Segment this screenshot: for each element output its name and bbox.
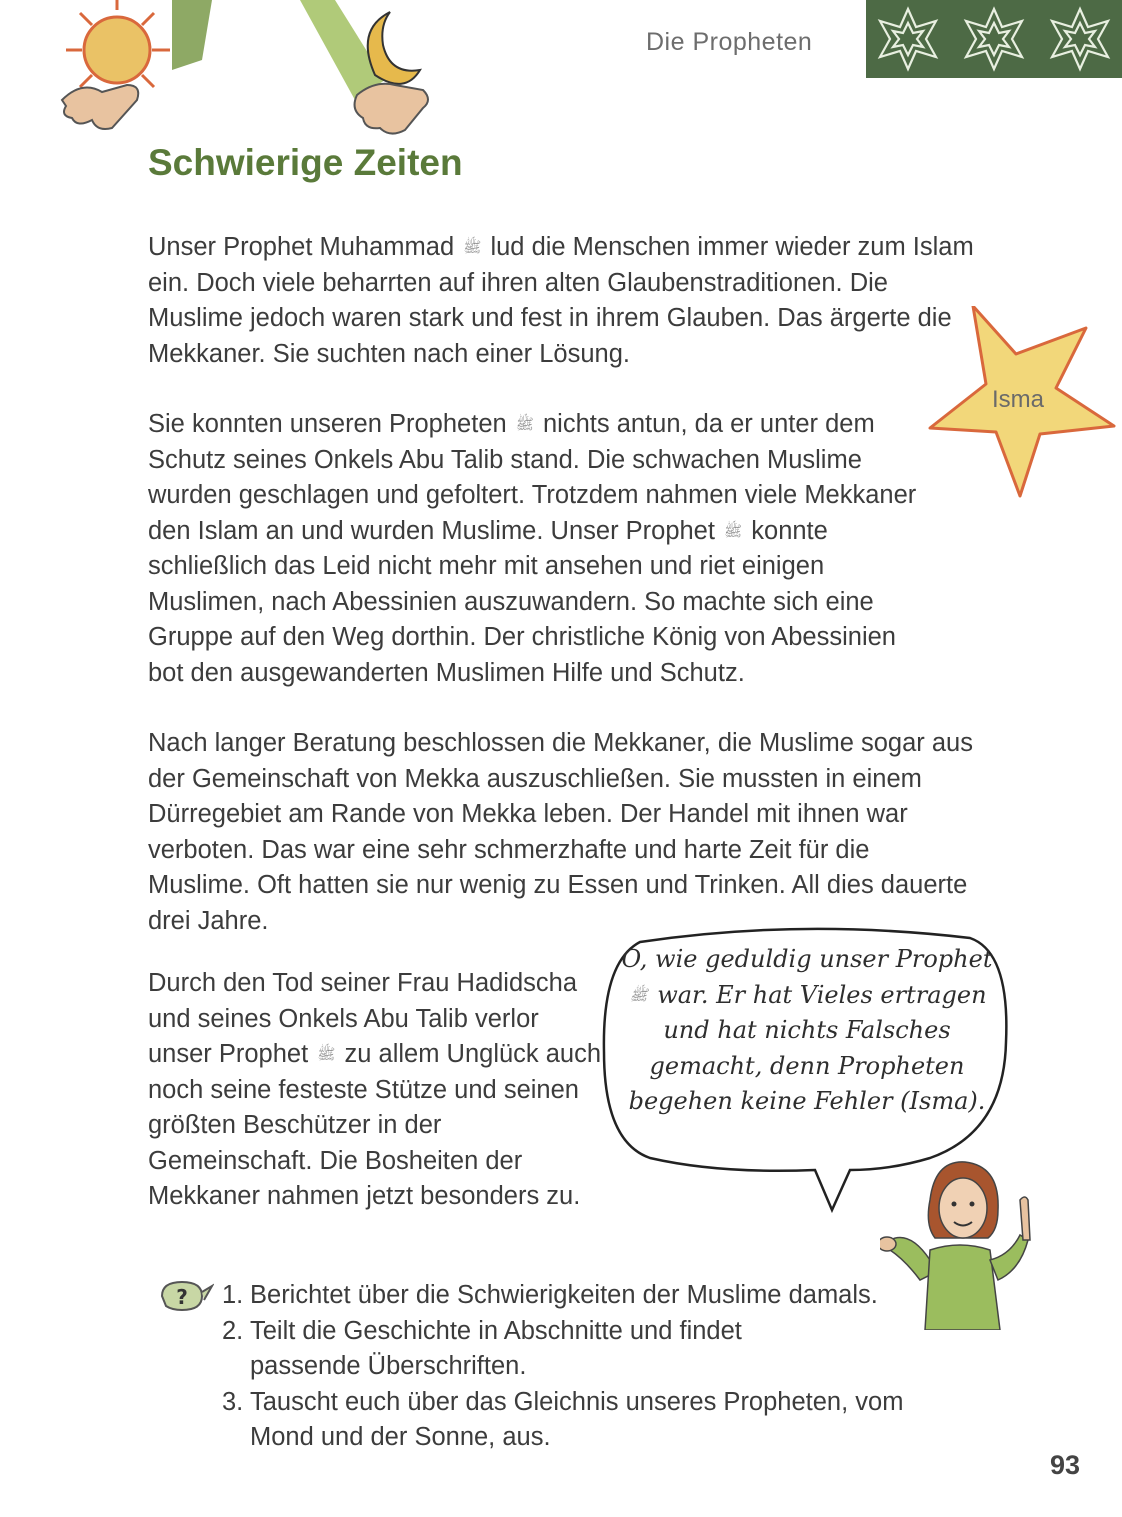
paragraph-text: Sie konnten unseren Propheten (148, 410, 507, 438)
task-item (222, 1314, 810, 1385)
blessing-symbol-icon: ﷺ (463, 239, 482, 256)
paragraph-boycott (148, 726, 978, 939)
task-text: Tauscht euch über das Gleichnis unseres Propheten, vom Mond und der Sonne, aus. (250, 1387, 904, 1451)
paragraph-text: Nach langer Beratung beschlossen die Mekkaner, die Muslime sogar aus der Gemeinschaft von Mekka auszuschließen. Sie mussten in einem Dürregebiet am Rande von Mekka leben. Der Handel mit ihnen war verboten. Das war eine sehr schmerzhafte und harte Zeit für die Muslime. Oft hatten sie nur wenig zu Essen und Trinken. All dies dauerte drei Jahre. (148, 729, 973, 935)
paragraph-persecution (148, 407, 938, 691)
task-item (222, 1385, 970, 1456)
task-item (222, 1278, 982, 1314)
star-pattern-banner (866, 0, 1122, 78)
paragraph-intro (148, 230, 978, 372)
speech-text: O, wie geduldig unser Prophet (621, 945, 993, 973)
question-bubble-icon (158, 1280, 214, 1314)
paragraph-text: Unser Prophet Muhammad (148, 233, 455, 261)
star-label: Isma (992, 386, 1045, 413)
blessing-symbol-icon: ﷺ (629, 985, 648, 1004)
task-list (222, 1278, 982, 1456)
paragraph-text: konnte schließlich das Leid nicht mehr mit ansehen und riet einigen Muslimen, nach Abessinien auszuwandern. So machte sich eine Gruppe auf den Weg dorthin. Der christliche König von Abessinien bot den ausgewanderten Muslimen Hilfe und Schutz. (148, 516, 896, 687)
paragraph-text: lud die Menschen immer wieder zum Islam ein. Doch viele beharrten auf ihren alten Glaubenstraditionen. Die Muslime jedoch waren stark und fest in ihrem Glauben. Das ärgerte die Mekkaner. Sie suchten nach einer Lösung. (148, 233, 974, 368)
blessing-symbol-icon: ﷺ (724, 522, 743, 540)
blessing-symbol-icon: ﷺ (515, 416, 534, 433)
task-number: 2. (222, 1316, 244, 1345)
blessing-symbol-icon: ﷺ (317, 1046, 336, 1063)
svg-text:?: ? (176, 1285, 188, 1309)
page-number: 93 (1050, 1450, 1081, 1480)
task-number: 3. (222, 1387, 244, 1416)
paragraph-text: nichts antun, da er unter dem Schutz seines Onkels Abu Talib stand. Die schwachen Muslime wurden geschlagen und gefoltert. Trotzdem nahmen viele Mekkaner den Islam an und wurden Muslime. Unser Prophet (148, 410, 917, 545)
speech-text: war. Er hat Vieles ertragen und hat nichts Falsches gemacht, denn Propheten begehen keine Fehler (Isma). (628, 980, 987, 1115)
sun-hand-icon (52, 0, 222, 140)
speech-bubble-text (612, 942, 1002, 1120)
task-text: Teilt die Geschichte in Abschnitte und findet passende Überschriften. (250, 1316, 742, 1380)
task-number: 1. (222, 1281, 244, 1309)
paragraph-text: Durch den Tod seiner Frau Hadidscha und seines Onkels Abu Talib verlor unser Prophet (148, 969, 578, 1068)
task-text: Berichtet über die Schwierigkeiten der Muslime damals. (250, 1281, 878, 1309)
section-header: Die Propheten (646, 28, 813, 56)
paragraph-loss (148, 966, 608, 1215)
moon-hand-icon (295, 0, 445, 140)
page-title: Schwierige Zeiten (148, 142, 463, 183)
paragraph-text: zu allem Unglück auch noch seine festeste Stütze und seinen größten Beschützer in der Gemeinschaft. Die Bosheiten der Mekkaner nahmen jetzt besonders zu. (148, 1040, 602, 1210)
